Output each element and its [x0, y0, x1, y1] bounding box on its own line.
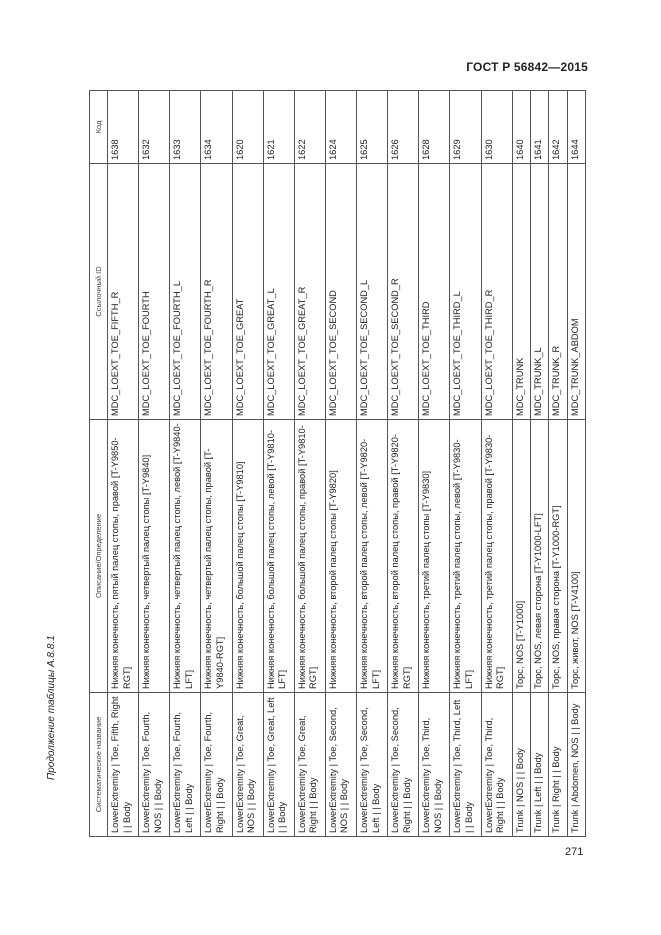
cell-reference-id: MDC_LOEXT_TOE_FIFTH_R	[108, 164, 139, 420]
cell-reference-id: MDC_TRUNK_R	[549, 164, 567, 420]
cell-description: Нижняя конечность, второй палец стопы, правой [T-Y9820-RGT]	[388, 420, 419, 693]
cell-systematic-name: Trunk | Right | | Body	[549, 693, 567, 837]
column-header-name: Систематическое название	[90, 693, 108, 837]
cell-description: Нижняя конечность, третий палец стопы, правой [T-Y9830-RGT]	[481, 420, 512, 693]
cell-code: 1624	[325, 91, 356, 164]
document-header: ГОСТ Р 56842—2015	[466, 60, 588, 74]
cell-systematic-name: LowerExtremity | Toe, Third, Left | | Body	[450, 693, 481, 837]
cell-systematic-name: LowerExtremity | Toe, Great, NOS | | Body	[232, 693, 263, 837]
cell-systematic-name: LowerExtremity | Toe, Fourth, Right | | Body	[201, 693, 232, 837]
cell-systematic-name: LowerExtremity | Toe, Fourth, Left | | Body	[170, 693, 201, 837]
cell-description: Нижняя конечность, четвертый палец стопы, левой [T-Y9840-LFT]	[170, 420, 201, 693]
cell-systematic-name: LowerExtremity | Toe, Second, Left | | Body	[357, 693, 388, 837]
cell-systematic-name: LowerExtremity | Toe, Great, Right | | Body	[294, 693, 325, 837]
cell-systematic-name: Trunk | Left | | Body	[530, 693, 548, 837]
cell-reference-id: MDC_TRUNK_L	[530, 164, 548, 420]
table-continuation-caption: Продолжение таблицы А.8.8.1	[46, 635, 57, 780]
cell-description: Нижняя конечность, большой палец стопы [T-Y9810]	[232, 420, 263, 693]
table-row	[201, 91, 232, 837]
cell-description: Нижняя конечность, пятый палец стопы, правой [T-Y9850-RGT]	[108, 420, 139, 693]
cell-description: Нижняя конечность, большой палец стопы, левой [T-Y9810-LFT]	[263, 420, 294, 693]
cell-code: 1629	[450, 91, 481, 164]
cell-code: 1634	[201, 91, 232, 164]
table-body	[108, 91, 586, 837]
table-row	[530, 91, 548, 837]
column-header-reference-id: Ссылочный ID	[90, 164, 108, 420]
cell-reference-id: MDC_LOEXT_TOE_GREAT_R	[294, 164, 325, 420]
cell-reference-id: MDC_TRUNK	[512, 164, 530, 420]
cell-reference-id: MDC_LOEXT_TOE_SECOND_R	[388, 164, 419, 420]
table-row	[388, 91, 419, 837]
cell-reference-id: MDC_TRUNK_ABDOM	[567, 164, 585, 420]
cell-reference-id: MDC_LOEXT_TOE_THIRD_R	[481, 164, 512, 420]
cell-reference-id: MDC_LOEXT_TOE_GREAT_L	[263, 164, 294, 420]
cell-systematic-name: LowerExtremity | Toe, Third, Right | | Body	[481, 693, 512, 837]
column-header-description: Описание/Определение	[90, 420, 108, 693]
table-header-row	[90, 91, 108, 837]
cell-description: Торс, NOS [T-Y1000]	[512, 420, 530, 693]
cell-systematic-name: Trunk | Abdomen, NOS | | Body	[567, 693, 585, 837]
cell-description: Нижняя конечность, второй палец стопы [T-Y9820]	[325, 420, 356, 693]
cell-code: 1620	[232, 91, 263, 164]
cell-reference-id: MDC_LOEXT_TOE_THIRD	[419, 164, 450, 420]
cell-reference-id: MDC_LOEXT_TOE_GREAT	[232, 164, 263, 420]
cell-code: 1626	[388, 91, 419, 164]
cell-code: 1630	[481, 91, 512, 164]
cell-code: 1621	[263, 91, 294, 164]
column-header-code: Код	[90, 91, 108, 164]
cell-code: 1644	[567, 91, 585, 164]
cell-description: Нижняя конечность, третий палец стопы [T-Y9830]	[419, 420, 450, 693]
cell-description: Нижняя конечность, четвертый палец стопы [T-Y9840]	[139, 420, 170, 693]
cell-description: Нижняя конечность, большой палец стопы, правой [T-Y9810-RGT]	[294, 420, 325, 693]
cell-description: Торс, NOS, правая сторона [T-Y1000-RGT]	[549, 420, 567, 693]
cell-reference-id: MDC_LOEXT_TOE_SECOND	[325, 164, 356, 420]
cell-reference-id: MDC_LOEXT_TOE_FOURTH_L	[170, 164, 201, 420]
cell-description: Торс, NOS, левая сторона [T-Y1000-LFT]	[530, 420, 548, 693]
cell-description: Нижняя конечность, второй палец стопы, левой [T-Y9820-LFT]	[357, 420, 388, 693]
cell-systematic-name: LowerExtremity | Toe, Second, NOS | | Body	[325, 693, 356, 837]
cell-code: 1633	[170, 91, 201, 164]
table-row	[419, 91, 450, 837]
table-row	[108, 91, 139, 837]
cell-systematic-name: Trunk | NOS | | Body	[512, 693, 530, 837]
table-row	[170, 91, 201, 837]
table-row	[567, 91, 585, 837]
table-row	[549, 91, 567, 837]
cell-code: 1625	[357, 91, 388, 164]
cell-code: 1628	[419, 91, 450, 164]
cell-systematic-name: LowerExtremity | Toe, Fourth, NOS | | Body	[139, 693, 170, 837]
table-row	[139, 91, 170, 837]
cell-reference-id: MDC_LOEXT_TOE_SECOND_L	[357, 164, 388, 420]
cell-systematic-name: LowerExtremity | Toe, Second, Right | | Body	[388, 693, 419, 837]
table-row	[481, 91, 512, 837]
table-row	[263, 91, 294, 837]
table-row	[357, 91, 388, 837]
table-row	[512, 91, 530, 837]
table-row	[450, 91, 481, 837]
cell-reference-id: MDC_LOEXT_TOE_FOURTH_R	[201, 164, 232, 420]
cell-systematic-name: LowerExtremity | Toe, Third, NOS | | Body	[419, 693, 450, 837]
cell-description: Нижняя конечность, четвертый палец стопы, правой [T-Y9840-RGT]	[201, 420, 232, 693]
cell-code: 1640	[512, 91, 530, 164]
table-row	[325, 91, 356, 837]
cell-code: 1642	[549, 91, 567, 164]
cell-code: 1638	[108, 91, 139, 164]
page-number: 271	[565, 846, 584, 858]
cell-code: 1622	[294, 91, 325, 164]
table-row	[294, 91, 325, 837]
cell-reference-id: MDC_LOEXT_TOE_THIRD_L	[450, 164, 481, 420]
table-row	[232, 91, 263, 837]
cell-systematic-name: LowerExtremity | Toe, Fifth, Right | | Body	[108, 693, 139, 837]
cell-description: Торс, живот, NOS [T-V4100]	[567, 420, 585, 693]
cell-description: Нижняя конечность, третий палец стопы, левой [T-Y9830-LFT]	[450, 420, 481, 693]
rotated-table-container	[89, 91, 586, 837]
cell-systematic-name: LowerExtremity | Toe, Great, Left | | Body	[263, 693, 294, 837]
cell-code: 1641	[530, 91, 548, 164]
cell-reference-id: MDC_LOEXT_TOE_FOURTH	[139, 164, 170, 420]
nomenclature-table	[89, 90, 586, 837]
cell-code: 1632	[139, 91, 170, 164]
